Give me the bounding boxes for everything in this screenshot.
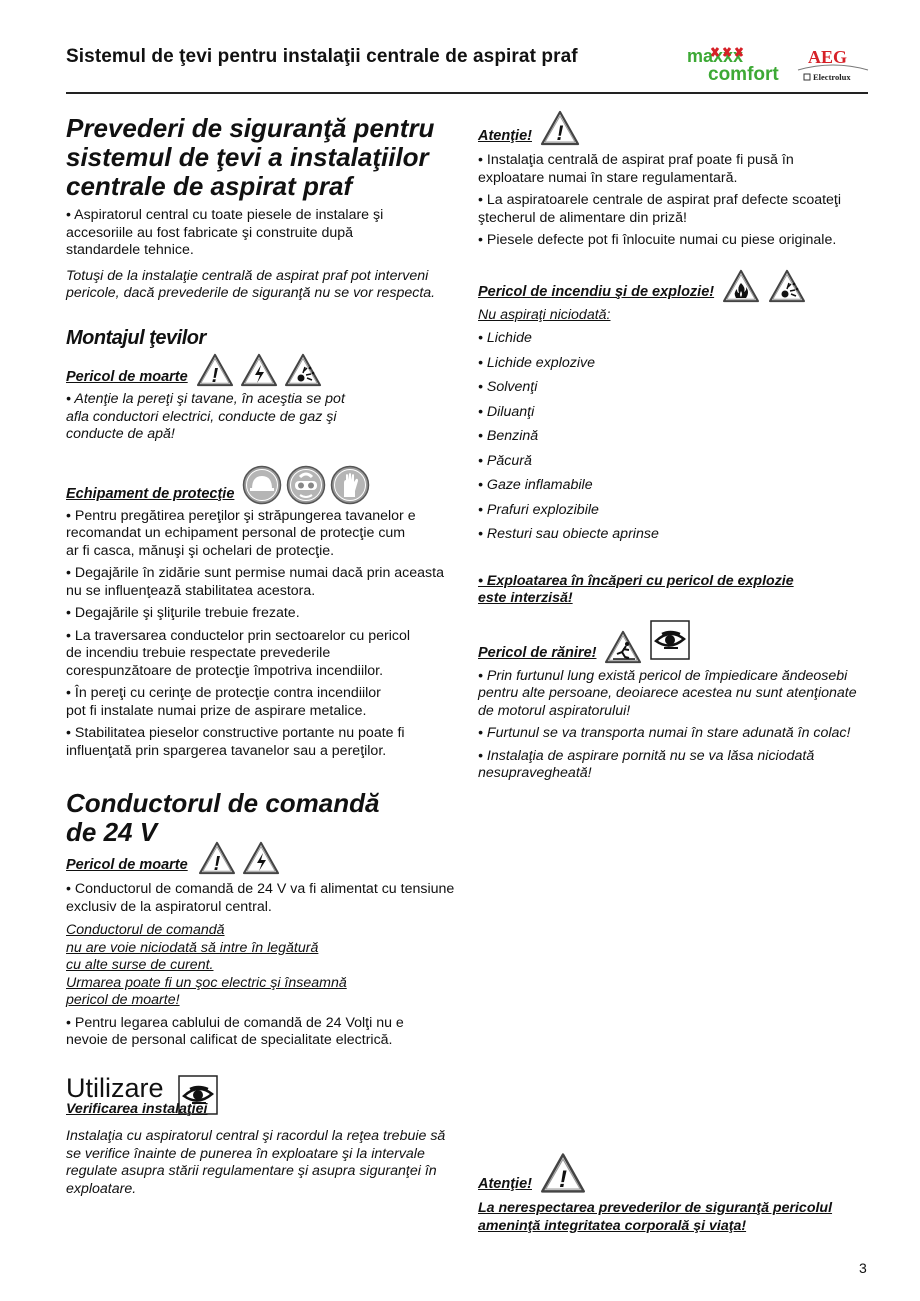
safety-title: Prevederi de siguranţă pentru sistemul de ţevi a instalaţiilor centrale de aspirat praf <box>66 113 435 201</box>
protection-bullet-1: • Pentru pregătirea pereţilor şi străpungerea tavanelor e recomandat un echipament personal de protecţie cum ar fi casca, mănuşi şi ochelari de protecţie. <box>66 507 416 559</box>
mounting-danger-heading <box>66 353 466 387</box>
final-attention-label: Atenţie! <box>478 1175 532 1192</box>
protection-label: Echipament de protecţie <box>66 486 235 502</box>
explosion-hazard-icon <box>284 353 322 387</box>
header-divider <box>66 92 868 94</box>
list-item: • Benzină <box>478 428 539 444</box>
svg-text:!: ! <box>558 1166 567 1193</box>
control-warning-block <box>66 922 466 1010</box>
control-warning-line: cu alte surse de curent. <box>66 957 214 973</box>
list-item: • Resturi sau obiecte aprinse <box>478 526 659 542</box>
attention-label: Atenţie! <box>478 127 532 144</box>
final-warning-text <box>478 1200 878 1235</box>
protection-bullet-5: • În pereţi cu cerinţe de protecţie contra incendiilor pot fi instalate numai prize de aspirare metalice. <box>66 685 381 719</box>
injury-bullet-2: • Furtunul se va transporta numai în stare adunată în colac! <box>478 725 851 741</box>
right-column <box>478 110 878 788</box>
protection-heading <box>66 465 466 505</box>
aeg-electrolux-logo <box>796 46 870 84</box>
list-item: • Prafuri explozibile <box>478 501 599 518</box>
gloves-required-icon <box>330 465 370 505</box>
logo-maxxx-text: maxxx <box>687 46 744 66</box>
protection-bullet-3: • Degajările şi şliţurile trebuie frezate. <box>66 605 300 621</box>
control-danger-label: Pericol de moarte <box>66 856 188 873</box>
list-item: • Diluanţi <box>478 403 535 420</box>
final-attention-heading <box>478 1152 878 1194</box>
svg-text:!: ! <box>556 122 564 145</box>
explosion-warning-line: • Exploatarea în încăperi cu pericol de explozie <box>478 572 794 589</box>
final-warning-line: La nerespectarea prevederilor de siguranţă pericolul <box>478 1200 833 1216</box>
usage-check-text: Instalaţia cu aspiratorul central şi racordul la reţea trebuie să se verifice înainte de punerea în exploatare şi la intervale regulate asupra stării regulamentare şi asupra siguranţei în exploatare. <box>66 1128 446 1197</box>
goggles-required-icon <box>286 465 326 505</box>
fire-hazard-icon <box>722 269 760 303</box>
fire-label: Pericol de incendiu şi de explozie! <box>478 284 715 300</box>
protection-bullet-4: • La traversarea conductelor prin sectoarelor cu pericol de incendiu trebuie respectate prevederile corespunzătoare de protecţie împotriva incendiilor. <box>66 627 411 679</box>
svg-text:!: ! <box>211 365 219 387</box>
list-item: • Lichide explozive <box>478 354 595 371</box>
helmet-required-icon <box>242 465 282 505</box>
explosion-warning <box>478 573 878 608</box>
electric-hazard-icon <box>240 353 278 387</box>
attention-bullet-1: • Instalaţia centrală de aspirat praf poate fi pusă în exploatare numai în stare regulamentară. <box>478 152 794 186</box>
warning-triangle-icon <box>198 841 236 875</box>
control-warning-line: Conductorul de comandă <box>66 922 225 938</box>
final-warning-line: ameninţă integritatea corporală şi viaţa! <box>478 1217 747 1234</box>
fire-list <box>478 330 878 544</box>
final-attention <box>478 1152 878 1235</box>
usage-title: Utilizare <box>66 1072 164 1103</box>
injury-bullet-3: • Instalaţia de aspirare pornită nu se va lăsa niciodată nesupravegheată! <box>478 747 815 781</box>
logo-aeg-text: AEG <box>808 47 848 67</box>
maxxx-comfort-logo <box>686 44 786 84</box>
mounting-danger-label: Pericol de moarte <box>66 368 188 385</box>
control-warning-line: Urmarea poate fi un şoc electric şi înseamnă <box>66 974 347 991</box>
control-title-line1: Conductorul de comandă <box>66 788 380 818</box>
electric-hazard-icon <box>242 841 280 875</box>
page-header-title: Sistemul de ţevi pentru instalaţii centrale de aspirat praf <box>66 46 578 67</box>
page-number: 3 <box>859 1260 867 1276</box>
protection-bullet-2: • Degajările în zidărie sunt permise numai dacă prin aceasta nu se influenţează stabilitatea acestora. <box>66 565 444 599</box>
list-item: • Păcură <box>478 452 532 469</box>
fire-heading <box>478 269 878 303</box>
intro-bullet: • Aspiratorul central cu toate piesele de instalare şi accesoriile au fost fabricate şi construite după standardele tehnice. <box>66 207 384 258</box>
attention-bullet-2: • La aspiratoarele centrale de aspirat praf defecte scoateţi ştecherul de alimentare din priză! <box>478 192 842 226</box>
injury-heading <box>478 620 878 664</box>
control-warning-line: nu are voie niciodată să intre în legătură <box>66 939 319 956</box>
warning-triangle-icon <box>540 1152 586 1194</box>
explosion-hazard-icon <box>768 269 806 303</box>
injury-bullet-1: • Prin furtunul lung există pericol de împiedicare ăndeosebi pentru alte persoane, deoiarece acestea nu sunt atenţionate de motorul aspiratorului! <box>478 667 857 719</box>
eye-read-manual-icon <box>650 620 690 660</box>
injury-label: Pericol de rănire! <box>478 645 597 661</box>
explosion-warning-line: este interzisă! <box>478 590 573 606</box>
trip-hazard-icon <box>604 630 642 664</box>
usage-heading <box>66 1073 466 1103</box>
mounting-danger-text: • Atenţie la pereţi şi tavane, în aceştia se pot afla conductori electrici, conducte de gaz şi conducte de apă! <box>66 391 345 442</box>
logo-comfort-text: comfort <box>708 64 779 84</box>
warning-triangle-icon <box>540 110 580 146</box>
control-warning-line: pericol de moarte! <box>66 992 180 1008</box>
list-item: • Solvenţi <box>478 379 538 395</box>
svg-text:!: ! <box>213 853 221 875</box>
left-column <box>66 114 466 1203</box>
protection-bullet-6: • Stabilitatea pieselor constructive portante nu poate fi influenţată prin spargerea tavanelor sau a pereţilor. <box>66 725 405 759</box>
attention-bullet-3: • Piesele defecte pot fi înlocuite numai cu piese originale. <box>478 232 837 248</box>
warning-triangle-icon <box>196 353 234 387</box>
list-item: • Gaze inflamabile <box>478 477 593 493</box>
control-title-line2: de 24 V <box>66 817 158 847</box>
mounting-title: Montajul ţevilor <box>66 326 206 349</box>
control-bullet-2: • Pentru legarea cablului de comandă de 24 Volţi nu e nevoie de personal calificat de specialitate electrică. <box>66 1014 404 1048</box>
attention-heading <box>478 110 878 146</box>
fire-subtitle: Nu aspiraţi niciodată: <box>478 306 611 323</box>
list-item: • Lichide <box>478 330 532 346</box>
usage-check-label: Verificarea instalaţiei <box>66 1100 208 1117</box>
control-bullet-1: • Conductorul de comandă de 24 V va fi alimentat cu tensiune exclusiv de la aspiratorul central. <box>66 881 455 915</box>
logo-electrolux-text: Electrolux <box>813 72 851 82</box>
intro-note: Totuşi de la instalaţie centrală de aspirat praf pot interveni pericole, dacă prevederile de siguranţă nu se vor respecta. <box>66 267 436 301</box>
